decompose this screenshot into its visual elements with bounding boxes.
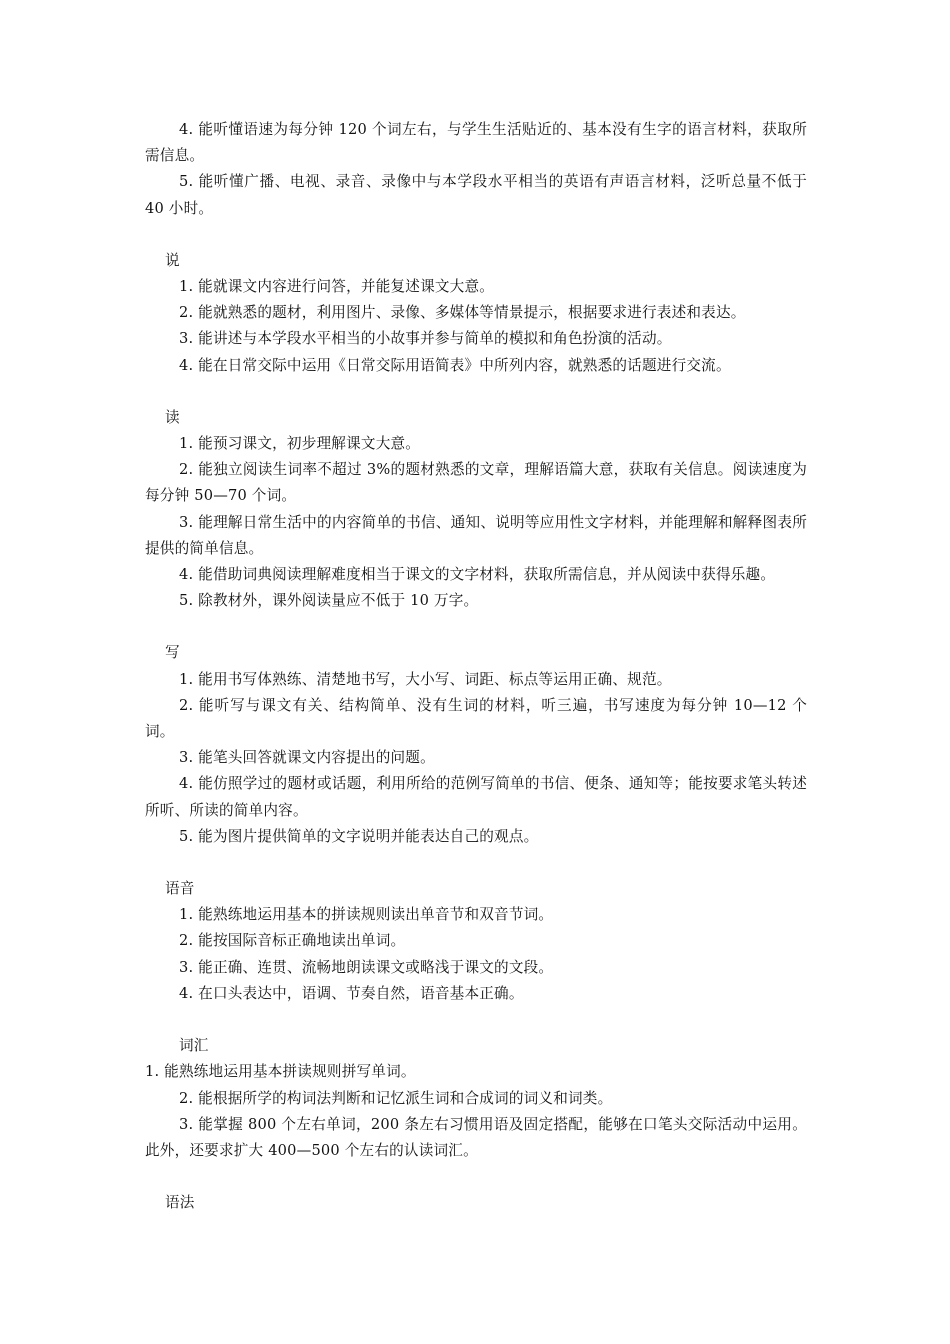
section-heading-speaking: 说 (165, 251, 180, 269)
reading-item-2: 2. 能独立阅读生词率不超过 3%的题材熟悉的文章，理解语篇大意，获取有关信息。阅读速度为每分钟 50—70 个词。 (145, 461, 807, 505)
reading-item-3: 3. 能理解日常生活中的内容简单的书信、通知、说明等应用性文字材料，并能理解和解释图表所提供的简单信息。 (145, 513, 807, 557)
reading-item-1: 1. 能预习课文，初步理解课文大意。 (179, 435, 421, 453)
section-gap (145, 1007, 807, 1033)
writing-item-3: 3. 能笔头回答就课文内容提出的问题。 (179, 749, 435, 767)
writing-item-1: 1. 能用书写体熟练、清楚地书写，大小写、词距、标点等运用正确、规范。 (179, 670, 672, 688)
phonetics-item-2: 2. 能按国际音标正确地读出单词。 (179, 932, 406, 950)
section-heading-vocabulary: 词汇 (179, 1037, 209, 1055)
phonetics-item-4: 4. 在口头表达中，语调、节奏自然，语音基本正确。 (179, 984, 524, 1002)
section-gap (145, 850, 807, 876)
writing-item-5: 5. 能为图片提供简单的文字说明并能表达自己的观点。 (179, 827, 539, 845)
phonetics-item-3: 3. 能正确、连贯、流畅地朗读课文或略浅于课文的文段。 (179, 958, 554, 976)
section-heading-reading: 读 (165, 408, 180, 426)
section-gap (145, 222, 807, 248)
writing-item-4: 4. 能仿照学过的题材或话题，利用所给的范例写简单的书信、便条、通知等；能按要求笔头转述所听、所读的简单内容。 (145, 775, 807, 819)
vocabulary-item-1: 1. 能熟练地运用基本拼读规则拼写单词。 (145, 1063, 416, 1081)
section-speaking (145, 248, 807, 379)
section-listening (145, 117, 807, 222)
reading-item-5: 5. 除教材外，课外阅读量应不低于 10 万字。 (179, 592, 479, 610)
phonetics-item-1: 1. 能熟练地运用基本的拼读规则读出单音节和双音节词。 (179, 906, 554, 924)
section-vocabulary (145, 1033, 807, 1164)
section-heading-phonetics: 语音 (165, 880, 195, 898)
reading-item-4: 4. 能借助词典阅读理解难度相当于课文的文字材料，获取所需信息，并从阅读中获得乐趣。 (179, 566, 776, 584)
listening-item-4: 4. 能听懂语速为每分钟 120 个词左右，与学生生活贴近的、基本没有生字的语言材料，获取所需信息。 (145, 121, 807, 165)
speaking-item-3: 3. 能讲述与本学段水平相当的小故事并参与简单的模拟和角色扮演的活动。 (179, 330, 672, 348)
vocabulary-item-3: 3. 能掌握 800 个左右单词，200 条左右习惯用语及固定搭配，能够在口笔头交际活动中运用。此外，还要求扩大 400—500 个左右的认读词汇。 (145, 1115, 807, 1159)
speaking-item-1: 1. 能就课文内容进行问答，并能复述课文大意。 (179, 278, 495, 296)
speaking-item-4: 4. 能在日常交际中运用《日常交际用语简表》中所列内容，就熟悉的话题进行交流。 (179, 356, 731, 374)
section-phonetics (145, 876, 807, 1007)
section-reading (145, 405, 807, 615)
document-body (145, 117, 807, 1216)
listening-item-5: 5. 能听懂广播、电视、录音、录像中与本学段水平相当的英语有声语言材料，泛听总量不低于 40 小时。 (145, 173, 807, 217)
section-grammar (145, 1190, 807, 1216)
section-gap (145, 379, 807, 405)
section-writing (145, 640, 807, 850)
section-gap (145, 1164, 807, 1190)
section-gap (145, 614, 807, 640)
vocabulary-item-2: 2. 能根据所学的构词法判断和记忆派生词和合成词的词义和词类。 (179, 1089, 613, 1107)
speaking-item-2: 2. 能就熟悉的题材，利用图片、录像、多媒体等情景提示，根据要求进行表述和表达。 (179, 304, 746, 322)
section-heading-writing: 写 (165, 644, 180, 662)
section-heading-grammar: 语法 (165, 1194, 195, 1212)
writing-item-2: 2. 能听写与课文有关、结构简单、没有生词的材料，听三遍，书写速度为每分钟 10—12 个词。 (145, 696, 807, 741)
